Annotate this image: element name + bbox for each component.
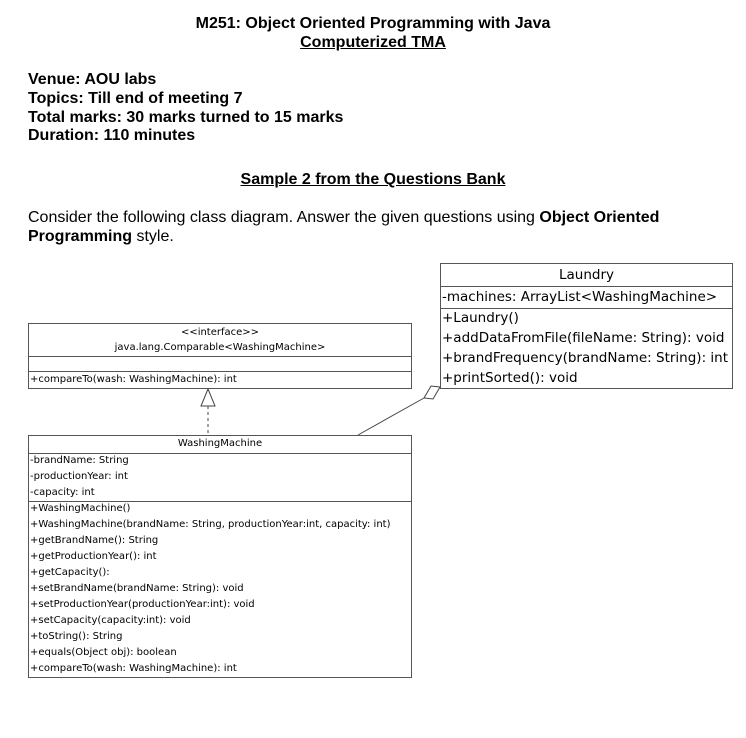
washing-machine-method: +getProductionYear(): int (30, 551, 157, 562)
washing-machine-method: +setCapacity(capacity:int): void (30, 615, 191, 626)
interface-stereotype: <<interface>> (180, 327, 260, 338)
venue-line: Venue: AOU labs (28, 71, 157, 88)
washing-machine-divider-1 (29, 453, 411, 454)
laundry-method: +printSorted(): void (442, 370, 578, 386)
section-title: Sample 2 from the Questions Bank (240, 171, 506, 188)
laundry-divider-1 (441, 286, 732, 287)
aggregation-line (358, 398, 424, 435)
washing-machine-divider-2 (29, 501, 411, 502)
washing-machine-method: +setBrandName(brandName: String): void (30, 583, 244, 594)
interface-method: +compareTo(wash: WashingMachine): int (30, 374, 237, 385)
washing-machine-method: +getCapacity(): (30, 567, 110, 578)
laundry-method: +brandFrequency(brandName: String): int (442, 350, 729, 366)
washing-machine-method: +WashingMachine() (30, 503, 131, 514)
marks-line: Total marks: 30 marks turned to 15 marks (28, 109, 344, 126)
interface-divider-1 (29, 356, 411, 357)
washing-machine-class-name: WashingMachine (177, 438, 263, 449)
intro-text-bold: Object Oriented Programming (28, 209, 660, 245)
topics-line: Topics: Till end of meeting 7 (28, 90, 243, 107)
washing-machine-attribute: -productionYear: int (30, 471, 128, 482)
washing-machine-attribute: -capacity: int (30, 487, 95, 498)
laundry-attribute: -machines: ArrayList<WashingMachine> (442, 289, 718, 305)
comparable-interface-box (28, 323, 412, 389)
document-title: M251: Object Oriented Programming with Java (195, 15, 551, 32)
intro-text-end: style. (132, 228, 174, 245)
document-subtitle: Computerized TMA (300, 34, 446, 51)
intro-text-start: Consider the following class diagram. Answer the given questions using (28, 209, 540, 226)
washing-machine-method: +setProductionYear(productionYear:int): void (30, 599, 255, 610)
laundry-class-box (440, 263, 733, 389)
washing-machine-method: +compareTo(wash: WashingMachine): int (30, 663, 237, 674)
washing-machine-class-box (28, 435, 412, 678)
washing-machine-method: +getBrandName(): String (30, 535, 159, 546)
laundry-class-name: Laundry (558, 267, 614, 283)
aggregation-diamond (424, 386, 440, 399)
laundry-method: +addDataFromFile(fileName: String): void (442, 330, 725, 346)
washing-machine-method: +equals(Object obj): boolean (30, 647, 177, 658)
washing-machine-method: +toString(): String (30, 631, 123, 642)
washing-machine-attribute: -brandName: String (30, 455, 129, 466)
interface-name: java.lang.Comparable<WashingMachine> (114, 342, 326, 353)
laundry-method: +Laundry() (442, 310, 519, 326)
duration-line: Duration: 110 minutes (28, 127, 196, 144)
washing-machine-method: +WashingMachine(brandName: String, productionYear:int, capacity: int) (30, 519, 391, 530)
laundry-divider-2 (441, 308, 732, 309)
interface-divider-2 (29, 371, 411, 372)
realization-arrowhead (201, 389, 215, 406)
